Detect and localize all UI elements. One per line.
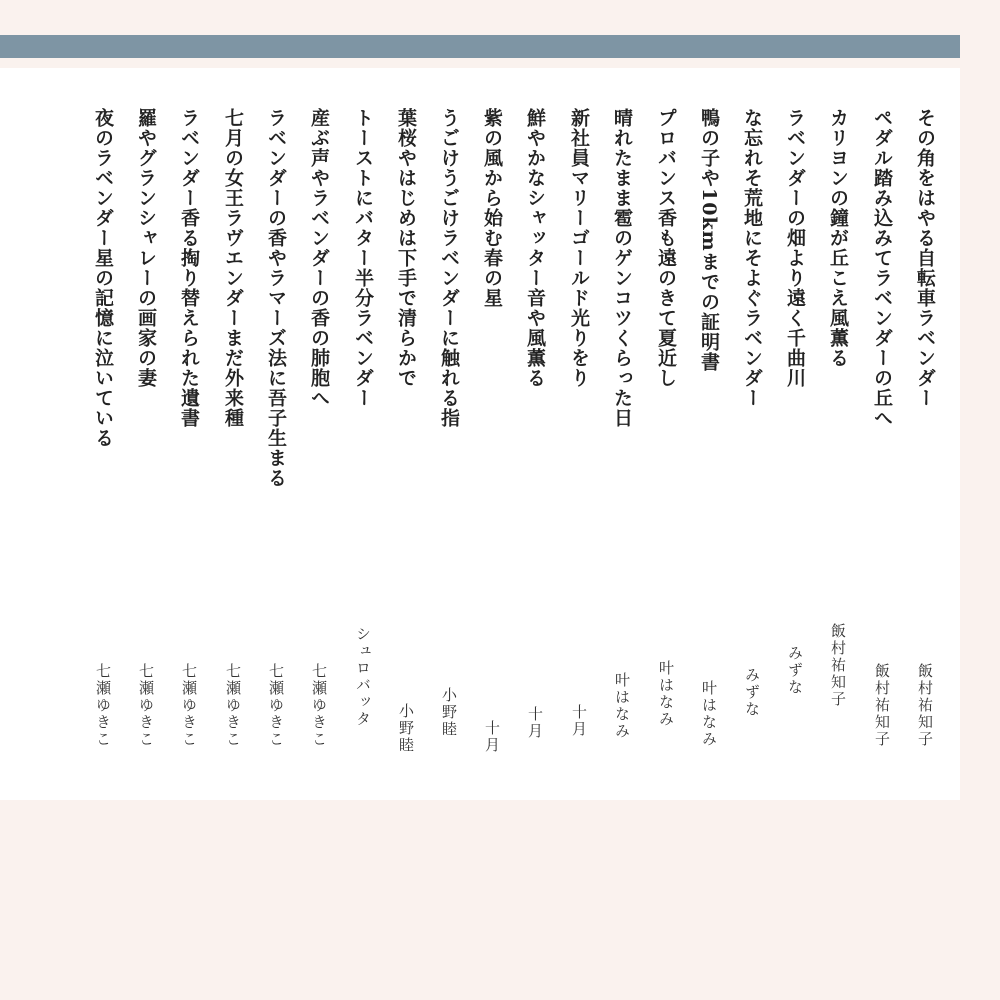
poem-column	[867, 108, 897, 748]
poem-author: 飯村祐知子	[916, 663, 934, 748]
poem-column	[304, 108, 334, 748]
poem-author: 七瀬ゆきこ	[310, 663, 328, 748]
poem-verse: 羅やグランシャレーの画家の妻	[135, 108, 157, 388]
poem-column	[174, 108, 204, 748]
haiku-page	[0, 68, 960, 800]
poem-verse: ラベンダーの香やラマーズ法に吾子生まる	[265, 108, 287, 488]
poem-verse: うごけうごけラベンダーに触れる指	[438, 108, 460, 428]
poem-verse: 葉桜やはじめは下手で清らかで	[395, 108, 417, 388]
poem-column	[694, 108, 724, 748]
poem-verse: トーストにバター半分ラベンダー	[352, 108, 374, 408]
poem-column	[823, 108, 853, 748]
poem-column	[348, 108, 378, 748]
poem-author: 小野睦	[440, 687, 458, 738]
poem-author: みずな	[743, 667, 761, 718]
poem-verse: その角をはやる自転車ラベンダー	[914, 108, 936, 408]
poem-verse: プロバンス香も遠のきて夏近し	[655, 108, 677, 388]
poem-column	[910, 108, 940, 748]
poem-author: 七瀬ゆきこ	[137, 663, 155, 748]
poem-verse: 晴れたまま雹のゲンコツくらった日	[611, 108, 633, 428]
poem-verse: 鴨の子や10kmまでの証明書	[698, 108, 720, 372]
poem-column	[391, 108, 421, 754]
poem-column	[88, 108, 118, 748]
poem-column	[651, 108, 681, 748]
poem-column	[737, 108, 767, 748]
poem-author: 十月	[526, 706, 544, 740]
poem-author: みずな	[786, 645, 804, 696]
poem-verse: 夜のラベンダー星の記憶に泣いている	[92, 108, 114, 448]
poem-column	[477, 108, 507, 754]
poem-author: 叶はなみ	[657, 660, 675, 728]
poem-author: 十月	[483, 720, 501, 754]
poem-author: 叶はなみ	[613, 672, 631, 740]
poem-author: 七瀬ゆきこ	[224, 663, 242, 748]
poem-column	[218, 108, 248, 748]
poem-verse: 新社員マリーゴールド光りをり	[568, 108, 590, 388]
poem-column	[434, 108, 464, 748]
poem-column	[564, 108, 594, 748]
poem-author: 十月	[570, 704, 588, 738]
poem-author: 七瀬ゆきこ	[180, 663, 198, 748]
poem-column	[520, 108, 550, 748]
poem-author: 小野睦	[397, 703, 415, 754]
poem-verse: な忘れそ荒地にそよぐラベンダー	[741, 108, 763, 408]
poem-column	[131, 108, 161, 748]
poem-author: 叶はなみ	[700, 680, 718, 748]
poem-verse: ラベンダーの畑より遠く千曲川	[784, 108, 806, 388]
poem-author: 七瀬ゆきこ	[267, 663, 285, 748]
poem-verse: 紫の風から始む春の星	[481, 108, 503, 308]
poem-author: 飯村祐知子	[873, 663, 891, 748]
poem-author: シュロバッタ	[354, 626, 372, 728]
poem-verse: ペダル踏み込みてラベンダーの丘へ	[871, 108, 893, 428]
header-bar	[0, 35, 960, 58]
poem-verse: ラベンダー香る掏り替えられた遺書	[178, 108, 200, 428]
poem-verse: 鮮やかなシャッター音や風薫る	[524, 108, 546, 388]
poem-verse: 七月の女王ラヴエンダーまだ外来種	[222, 108, 244, 428]
poem-column	[780, 108, 810, 748]
poem-author: 七瀬ゆきこ	[94, 663, 112, 748]
poem-column	[607, 108, 637, 748]
poem-verse: 産ぶ声やラベンダーの香の肺胞へ	[308, 108, 330, 408]
poem-column	[261, 108, 291, 748]
poem-verse: カリヨンの鐘が丘こえ風薫る	[827, 108, 849, 368]
poem-author: 飯村祐知子	[829, 623, 847, 708]
